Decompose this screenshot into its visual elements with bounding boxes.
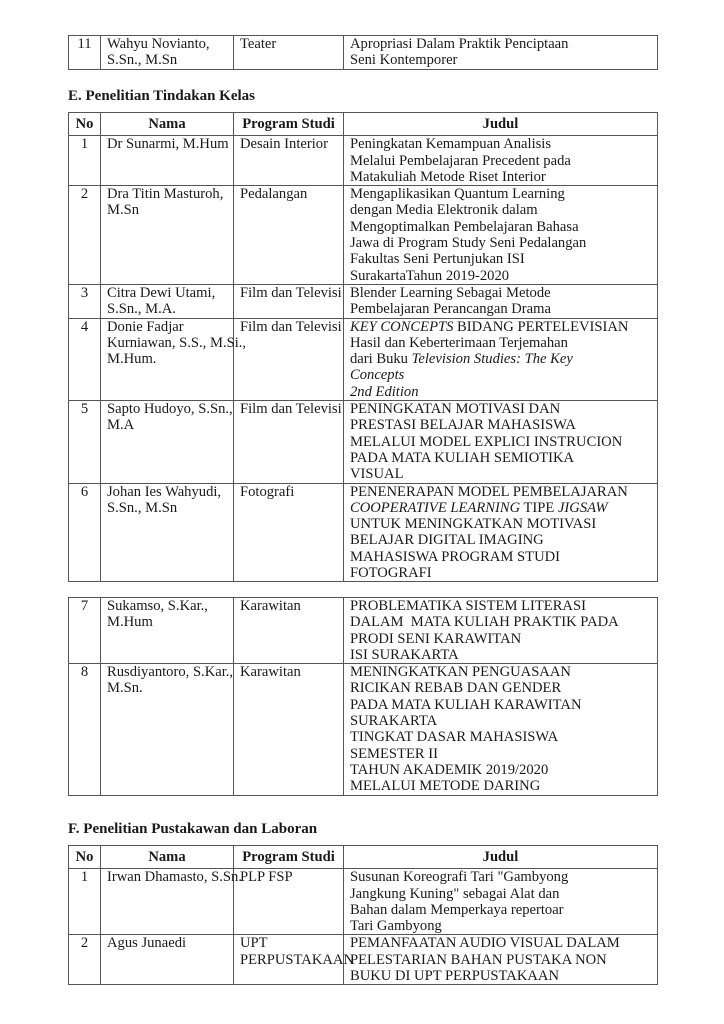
text: Mengoptimalkan Pembelajaran Bahasa [350, 218, 579, 235]
cell-nama-line: M.Hum [107, 614, 153, 631]
cell-nama-line: Dra Titin Masturoh, [107, 186, 224, 203]
cell-judul-line [350, 647, 651, 663]
cell-nama-line: Sapto Hudoyo, S.Sn., [107, 401, 233, 418]
text: BELAJAR DIGITAL IMAGING [350, 532, 544, 549]
cell-judul [344, 318, 658, 400]
cell-judul-line [350, 729, 651, 745]
text: UNTUK MENINGKATKAN MOTIVASI [350, 516, 597, 533]
cell-judul-line [350, 762, 651, 778]
cell-judul-line [350, 36, 651, 52]
table-row [69, 598, 658, 664]
cell-nama [101, 935, 234, 985]
cell-judul-line [350, 598, 651, 614]
cell-nama-line: M.Sn [107, 202, 140, 219]
text: DALAM MATA KULIAH PRAKTIK PADA [350, 614, 619, 631]
cell-nama-line: Johan Ies Wahyudi, [107, 483, 222, 500]
cell-nama [101, 318, 247, 400]
cell-judul-line [350, 614, 651, 630]
text: TAHUN AKADEMIK 2019/2020 [350, 761, 549, 778]
cell-nama [101, 36, 234, 70]
cell-program-studi-line: PERPUSTAKAAN [240, 951, 354, 968]
text: Bahan dalam Memperkaya repertoar [350, 901, 564, 918]
cell-program-studi-line: Film dan Televisi [240, 401, 342, 418]
cell-judul [344, 186, 658, 285]
text: ISI SURAKARTA [350, 646, 459, 663]
cell-nama-line: M.Hum. [107, 351, 157, 368]
text: BUKU DI UPT PERPUSTAKAAN [350, 968, 559, 985]
text: Mengaplikasikan Quantum Learning [350, 186, 565, 203]
table-section-e-continued [68, 597, 658, 796]
text: Hasil dan Keberterimaan Terjemahan [350, 334, 568, 351]
text: dengan Media Elektronik dalam [350, 202, 538, 219]
table-row [69, 136, 658, 186]
cell-judul [344, 598, 658, 664]
cell-judul-line [350, 153, 651, 169]
cell-nama-line: Irwan Dhamasto, S.Sn. [107, 869, 242, 886]
cell-judul-line [350, 219, 651, 235]
cell-nama [101, 136, 234, 186]
text: TIPE [520, 499, 558, 516]
cell-nama-line: M.Sn. [107, 680, 143, 697]
cell-judul [344, 136, 658, 186]
cell-judul-line [350, 918, 651, 934]
cell-judul-line [350, 549, 651, 565]
cell-program-studi [234, 36, 344, 70]
cell-program-studi-line: Desain Interior [240, 136, 328, 153]
text: Susunan Koreografi Tari "Gambyong [350, 869, 569, 886]
cell-program-studi [234, 664, 344, 795]
cell-judul-line [350, 680, 651, 696]
cell-judul [344, 935, 658, 985]
cell-program-studi [234, 869, 344, 935]
text: MAHASISWA PROGRAM STUDI [350, 548, 561, 565]
cell-judul-line [350, 235, 651, 251]
text: Matakuliah Metode Riset Interior [350, 168, 546, 185]
text: Tari Gambyong [350, 918, 442, 935]
cell-nama-line: S.Sn., M.Sn [107, 52, 178, 69]
cell-nama [101, 664, 234, 795]
text: PRODI SENI KARAWITAN [350, 630, 522, 647]
cell-no: 6 [69, 483, 101, 582]
text: Jangkung Kuning" sebagai Alat dan [350, 885, 560, 902]
cell-judul-line [350, 450, 651, 466]
table-row [69, 869, 658, 935]
cell-judul-line [350, 401, 651, 417]
text: FOTOGRAFI [350, 565, 432, 582]
text: PADA MATA KULIAH SEMIOTIKA [350, 449, 575, 466]
cell-no: 2 [69, 186, 101, 285]
cell-program-studi-line: Film dan Televisi [240, 284, 342, 301]
text: RICIKAN REBAB DAN GENDER [350, 680, 562, 697]
cell-nama-line: Rusdiyantoro, S.Kar., [107, 664, 234, 681]
table-row [69, 664, 658, 795]
text: VISUAL [350, 466, 404, 483]
table-header-row [69, 846, 658, 869]
cell-judul-line [350, 902, 651, 918]
cell-judul-line [350, 952, 651, 968]
cell-program-studi-line: Karawitan [240, 664, 301, 681]
text: PELESTARIAN BAHAN PUSTAKA NON [350, 951, 607, 968]
text: Fakultas Seni Pertunjukan ISI [350, 251, 525, 268]
table-row [69, 186, 658, 285]
text: Melalui Pembelajaran Precedent pada [350, 152, 571, 169]
cell-program-studi-line: Teater [240, 36, 277, 52]
column-header-judul: Judul [344, 846, 658, 869]
cell-judul-line [350, 319, 651, 335]
cell-judul-line [350, 778, 651, 794]
italic-text: Television Studies: The Key [411, 351, 573, 368]
cell-program-studi [234, 284, 344, 318]
text: TINGKAT DASAR MAHASISWA [350, 729, 559, 746]
cell-judul-line [350, 52, 651, 68]
table-row [69, 483, 658, 582]
text: Blender Learning Sebagai Metode [350, 284, 551, 301]
cell-judul-line [350, 186, 651, 202]
cell-no: 1 [69, 869, 101, 935]
cell-judul-line [350, 935, 651, 951]
italic-text: KEY CONCEPTS [350, 318, 454, 335]
text: Jawa di Program Study Seni Pedalangan [350, 235, 587, 252]
cell-judul-line [350, 466, 651, 482]
text: Apropriasi Dalam Praktik Penciptaan [350, 36, 569, 52]
cell-judul-line [350, 285, 651, 301]
cell-judul-line [350, 968, 651, 984]
text: MELALUI MODEL EXPLICI INSTRUCION [350, 433, 623, 450]
text: PRESTASI BELAJAR MAHASISWA [350, 417, 576, 434]
cell-judul-line [350, 384, 651, 400]
cell-nama-line: S.Sn., M.A. [107, 301, 176, 318]
cell-nama-line: Agus Junaedi [107, 935, 187, 952]
cell-judul-line [350, 631, 651, 647]
cell-judul-line [350, 202, 651, 218]
column-header-nama: Nama [101, 113, 234, 136]
cell-program-studi-line: Pedalangan [240, 186, 308, 203]
column-header-judul: Judul [344, 113, 658, 136]
text: PENINGKATAN MOTIVASI DAN [350, 401, 561, 418]
column-header-prodi: Program Studi [234, 113, 344, 136]
cell-program-studi [234, 401, 344, 483]
cell-nama-line: Wahyu Novianto, [107, 36, 210, 52]
text: Pembelajaran Perancangan Drama [350, 301, 551, 318]
cell-judul-line [350, 664, 651, 680]
cell-program-studi [234, 935, 354, 985]
cell-judul-line [350, 869, 651, 885]
text: PENENERAPAN MODEL PEMBELAJARAN [350, 483, 628, 500]
column-header-prodi: Program Studi [234, 846, 344, 869]
cell-judul-line [350, 886, 651, 902]
table-row [69, 401, 658, 483]
table-row [69, 318, 658, 400]
cell-judul-line [350, 268, 651, 284]
cell-judul [344, 869, 658, 935]
cell-nama [101, 284, 234, 318]
cell-no: 11 [69, 36, 101, 70]
cell-nama [101, 483, 234, 582]
cell-judul-line [350, 434, 651, 450]
cell-nama-line: Kurniawan, S.S., M.Si., [107, 334, 247, 351]
text: PADA MATA KULIAH KARAWITAN [350, 696, 582, 713]
cell-nama [101, 186, 234, 285]
cell-nama-line: Donie Fadjar [107, 318, 184, 335]
cell-program-studi-line: Fotografi [240, 483, 295, 500]
cell-nama [101, 598, 234, 664]
text: SURAKARTA [350, 713, 438, 730]
cell-judul [344, 284, 658, 318]
cell-no: 7 [69, 598, 101, 664]
table-section-f [68, 845, 658, 985]
cell-judul-line [350, 697, 651, 713]
italic-text: 2nd Edition [350, 383, 419, 400]
table-row [69, 935, 658, 985]
cell-judul-line [350, 746, 651, 762]
cell-judul-line [350, 484, 651, 500]
table-section-d-continued [68, 35, 658, 70]
cell-judul [344, 36, 658, 70]
cell-judul-line [350, 169, 651, 185]
cell-judul-line [350, 532, 651, 548]
cell-no: 8 [69, 664, 101, 795]
cell-nama-line: Dr Sunarmi, M.Hum [107, 136, 229, 153]
cell-judul-line [350, 351, 651, 367]
cell-program-studi-line: Film dan Televisi [240, 318, 342, 335]
table-section-e [68, 112, 658, 582]
cell-program-studi [234, 136, 344, 186]
column-header-no: No [69, 846, 101, 869]
text: Seni Kontemporer [350, 52, 458, 69]
cell-judul-line [350, 713, 651, 729]
cell-judul-line [350, 301, 651, 317]
cell-program-studi [234, 318, 344, 400]
cell-program-studi [234, 598, 344, 664]
section-e-heading: E. Penelitian Tindakan Kelas [68, 88, 255, 104]
text: MENINGKATKAN PENGUASAAN [350, 664, 571, 681]
cell-no: 1 [69, 136, 101, 186]
cell-judul [344, 401, 658, 483]
table-header-row [69, 113, 658, 136]
text: MELALUI METODE DARING [350, 778, 541, 795]
cell-nama-line: M.A [107, 417, 135, 434]
text: Peningkatan Kemampuan Analisis [350, 136, 552, 153]
text: SEMESTER II [350, 745, 438, 762]
cell-program-studi-line: UPT [240, 935, 268, 952]
cell-no: 2 [69, 935, 101, 985]
cell-nama [101, 869, 242, 935]
text: BIDANG PERTELEVISIAN [453, 318, 629, 335]
italic-text: COOPERATIVE LEARNING [350, 499, 521, 516]
italic-text: Concepts [350, 367, 405, 384]
cell-judul-line [350, 367, 651, 383]
cell-judul-line [350, 417, 651, 433]
cell-judul-line [350, 516, 651, 532]
column-header-no: No [69, 113, 101, 136]
cell-judul-line [350, 565, 651, 581]
cell-nama-line: Citra Dewi Utami, [107, 284, 216, 301]
cell-program-studi-line: Karawitan [240, 598, 301, 614]
cell-nama-line: Sukamso, S.Kar., [107, 598, 208, 614]
table-row [69, 36, 658, 70]
cell-judul-line [350, 500, 651, 516]
text: PROBLEMATIKA SISTEM LITERASI [350, 598, 586, 614]
cell-no: 3 [69, 284, 101, 318]
text: SurakartaTahun 2019-2020 [350, 267, 510, 284]
cell-judul-line [350, 251, 651, 267]
cell-nama-line: S.Sn., M.Sn [107, 499, 178, 516]
column-header-nama: Nama [101, 846, 234, 869]
cell-program-studi [234, 186, 344, 285]
cell-nama [101, 401, 234, 483]
text: PEMANFAATAN AUDIO VISUAL DALAM [350, 935, 620, 952]
cell-no: 5 [69, 401, 101, 483]
cell-program-studi-line: PLP FSP [240, 869, 293, 886]
table-row [69, 284, 658, 318]
text: dari Buku [350, 351, 412, 368]
cell-no: 4 [69, 318, 101, 400]
italic-text: JIGSAW [557, 499, 608, 516]
section-f-heading: F. Penelitian Pustakawan dan Laboran [68, 821, 318, 837]
cell-judul [344, 483, 658, 582]
cell-judul-line [350, 335, 651, 351]
cell-program-studi [234, 483, 344, 582]
cell-judul [344, 664, 658, 795]
cell-judul-line [350, 136, 651, 152]
